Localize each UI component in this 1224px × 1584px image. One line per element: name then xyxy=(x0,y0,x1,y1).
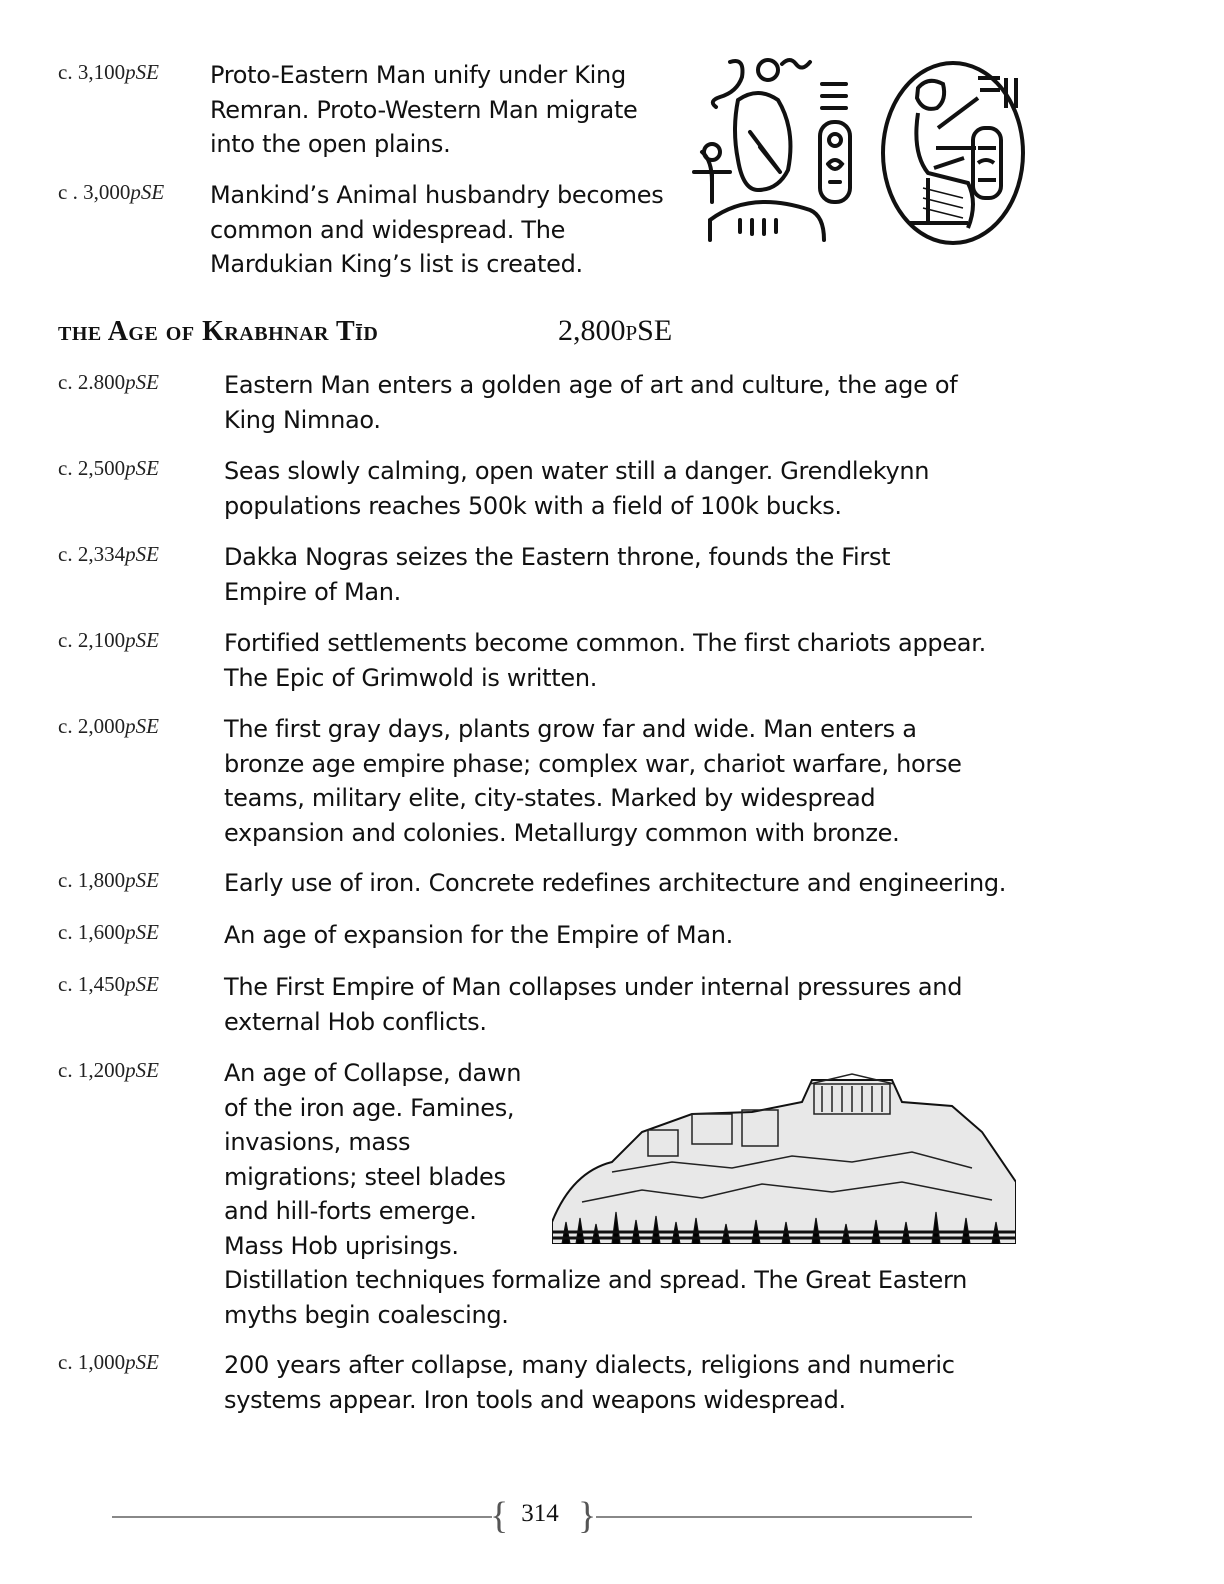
entry-text: Early use of iron. Concrete redefines architecture and engineering. xyxy=(224,869,1007,897)
entry-date: c. 1,800pSE xyxy=(58,868,159,892)
entry-text: An age of Collapse, dawn of the iron age. Famines, invasions, mass migrations; steel blades and hill-forts emerge. Mass Hob uprisings. Distillation techniques formalize and spread. The Great Eastern myths begin coalescing. xyxy=(224,1059,968,1329)
entry-text: Fortified settlements become common. The first chariots appear. The Epic of Grimwold is written. xyxy=(224,629,986,692)
entry-text: The first gray days, plants grow far and wide. Man enters a bronze age empire phase; complex war, chariot warfare, horse teams, military elite, city-states. Marked by widespread expansion and colonies. Metallurgy common with bronze. xyxy=(224,715,962,847)
entry-text: 200 years after collapse, many dialects, religions and numeric systems appear. Iron tools and weapons widespread. xyxy=(224,1351,955,1414)
entry-date: c. 2,100pSE xyxy=(58,628,159,652)
entry-date: c. 1,450pSE xyxy=(58,972,159,996)
page-number: 314 xyxy=(521,1500,559,1527)
acropolis-illustration xyxy=(552,1072,1016,1244)
entry-date: c. 1,000pSE xyxy=(58,1350,159,1374)
section-date: 2,800pSE xyxy=(558,314,673,347)
entry-date: c. 3,100pSE xyxy=(58,60,159,84)
seated-pharaoh-cartouche-illustration xyxy=(878,58,1028,248)
entry-text: Dakka Nogras seizes the Eastern throne, founds the First Empire of Man. xyxy=(224,543,891,606)
entry-text: Proto-Eastern Man unify under King Remran. Proto-Western Man migrate into the open plains. xyxy=(210,61,638,158)
footer-rule-right xyxy=(596,1516,972,1518)
footer-bracket-left: { xyxy=(490,1495,509,1537)
entry-date: c. 2,334pSE xyxy=(58,542,159,566)
entry-date: c. 2.800pSE xyxy=(58,370,159,394)
hieroglyph-falcon-illustration xyxy=(690,52,870,252)
entry-date: c . 3,000pSE xyxy=(58,180,165,204)
entry-date: c. 2,500pSE xyxy=(58,456,159,480)
entry-text: An age of expansion for the Empire of Man. xyxy=(224,921,733,949)
footer-bracket-right: } xyxy=(578,1495,597,1537)
entry-text: Eastern Man enters a golden age of art and culture, the age of King Nimnao. xyxy=(224,371,958,434)
entry-text: The First Empire of Man collapses under internal pressures and external Hob conflicts. xyxy=(224,973,963,1036)
entry-date: c. 1,200pSE xyxy=(58,1058,159,1082)
entry-text: Mankind’s Animal husbandry becomes common and widespread. The Mardukian King’s list is created. xyxy=(210,181,664,278)
entry-date: c. 1,600pSE xyxy=(58,920,159,944)
entry-text: Seas slowly calming, open water still a danger. Grendlekynn populations reaches 500k with a field of 100k bucks. xyxy=(224,457,930,520)
section-heading: the Age of Krabhnar Tīd xyxy=(58,316,379,347)
footer-rule-left xyxy=(112,1516,492,1518)
entry-date: c. 2,000pSE xyxy=(58,714,159,738)
